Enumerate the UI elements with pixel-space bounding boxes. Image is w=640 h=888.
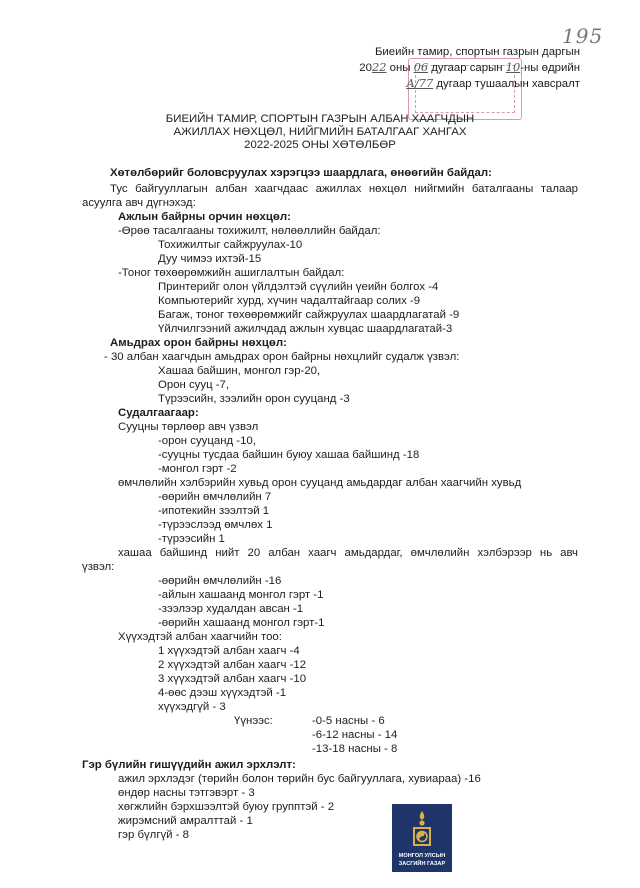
- logo-text-line-2: ЗАСГИЙН ГАЗАР: [398, 861, 446, 867]
- intro-paragraph-line-1: Тус байгууллагын албан хаагчдаас ажиллах нөхцөл нийгмийн баталгааны талаар: [110, 183, 578, 195]
- handwritten-day: 10: [505, 60, 521, 74]
- subheading-study: Судалгаагаар:: [118, 407, 199, 419]
- list-item: -айлын хашаанд монгол гэрт -1: [158, 589, 324, 601]
- header-line-1: Биеийн тамир, спортын газрын даргын: [374, 46, 580, 58]
- government-logo: [392, 804, 452, 872]
- subheading-work-environment: Ажлын байрны орчин нөхцөл:: [118, 211, 291, 223]
- logo-text-line-1: МОНГОЛ УЛСЫН: [398, 853, 446, 859]
- list-item: 1 хүүхэдтэй албан хаагч -4: [158, 645, 300, 657]
- list-item: Дуу чимээ ихтэй-15: [158, 253, 262, 265]
- list-item: 2 хүүхэдтэй албан хаагч -12: [158, 659, 307, 671]
- list-item: -өөрийн өмчлөлийн -16: [158, 575, 282, 587]
- handwritten-month: 06: [413, 60, 429, 74]
- list-item: -Тоног төхөөрөмжийн ашиглалтын байдал:: [118, 267, 345, 279]
- list-item: өндөр насны тэтгэвэрт - 3: [118, 787, 255, 799]
- header-line-3: А/77 дугаар тушаалын хавсралт: [406, 76, 580, 90]
- list-item: -түрээслээд өмчлөх 1: [158, 519, 273, 531]
- yard-paragraph-line-1: хашаа байшинд нийт 20 албан хаагч амьдардаг, өмчлөлийн хэлбэрээр нь авч: [118, 547, 578, 559]
- list-item: -өөрийн өмчлөлийн 7: [158, 491, 272, 503]
- handwritten-page-number: 195: [562, 24, 604, 48]
- list-item: -6-12 насны - 14: [312, 729, 398, 741]
- list-item: Принтерийг олон үйлдэлтэй сүүлийн үеийн болгох -4: [158, 281, 439, 293]
- list-item: ажил эрхлэдэг (төрийн болон төрийн бус байгууллага, хувиараа) -16: [118, 773, 481, 785]
- list-item: - 30 албан хаагчдын амьдрах орон байрны нөхцлийг судалж үзвэл:: [104, 351, 460, 363]
- header-line-2: 2022 оны 06 дугаар сарын 10-ны өдрийн: [359, 60, 580, 74]
- list-item: -түрээсийн 1: [158, 533, 225, 545]
- of-which-label: Үүнээс:: [234, 715, 273, 727]
- section-heading-needs: Хөтөлбөрийг боловсруулах хэрэгцээ шаардлага, өнөөгийн байдал:: [110, 167, 492, 179]
- list-item: Хашаа байшин, монгол гэр-20,: [158, 365, 321, 377]
- list-item: -өөрийн хашаанд монгол гэрт-1: [158, 617, 325, 629]
- list-item: 3 хүүхэдтэй албан хаагч -10: [158, 673, 307, 685]
- soyombo-emblem-icon: [407, 810, 437, 850]
- list-item: гэр бүлгүй - 8: [118, 829, 190, 841]
- list-item: Сууцны төрлөөр авч үзвэл: [118, 421, 259, 433]
- list-item: жирэмсний амралттай - 1: [118, 815, 253, 827]
- intro-paragraph-line-2: асуулга авч дүгнэхэд:: [82, 197, 196, 209]
- list-item: 4-өөс дээш хүүхэдтэй -1: [158, 687, 287, 699]
- list-item: Үйлчилгээний ажилчдад ажлын хувцас шаардлагатай-3: [158, 323, 453, 335]
- subheading-housing: Амьдрах орон байрны нөхцөл:: [110, 337, 287, 349]
- list-item: Орон сууц -7,: [158, 379, 230, 391]
- list-item: Хүүхэдтэй албан хаагчийн тоо:: [118, 631, 282, 643]
- handwritten-year: 22: [371, 60, 387, 74]
- document-title-line-2: АЖИЛЛАХ НӨХЦӨЛ, НИЙГМИЙН БАТАЛГААГ ХАНГАХ: [173, 126, 467, 138]
- list-item: -орон сууцанд -10,: [158, 435, 256, 447]
- document-title-line-1: БИЕИЙН ТАМИР, СПОРТЫН ГАЗРЫН АЛБАН ХААГЧДЫН: [165, 113, 475, 125]
- handwritten-order-number: А/77: [406, 76, 434, 90]
- yard-paragraph-line-2: үзвэл:: [82, 561, 115, 573]
- list-item: Багаж, тоног төхөөрөмжийг сайжруулах шаардлагатай -9: [158, 309, 460, 321]
- list-item: -13-18 насны - 8: [312, 743, 398, 755]
- list-item: Тохижилтыг сайжруулах-10: [158, 239, 303, 251]
- list-item: -0-5 насны - 6: [312, 715, 385, 727]
- list-item: өмчлөлийн хэлбэрийн хувьд орон сууцанд амьдардаг албан хаагчийн хувьд: [118, 477, 522, 489]
- list-item: хүүхэдгүй - 3: [158, 701, 226, 713]
- list-item: -зээлээр худалдан авсан -1: [158, 603, 304, 615]
- subheading-family-employment: Гэр бүлийн гишүүдийн ажил эрхлэлт:: [82, 759, 296, 771]
- list-item: Компьютерийг хурд, хүчин чадалтайгаар солих -9: [158, 295, 421, 307]
- list-item: -монгол гэрт -2: [158, 463, 237, 475]
- list-item: хөгжлийн бэрхшээлтэй буюу групптэй - 2: [118, 801, 335, 813]
- list-item: Түрээсийн, зээлийн орон сууцанд -3: [158, 393, 350, 405]
- list-item: -сууцны тусдаа байшин буюу хашаа байшинд -18: [158, 449, 420, 461]
- list-item: -Өрөө тасалгааны тохижилт, нөлөөллийн байдал:: [118, 225, 381, 237]
- document-title-line-3: 2022-2025 ОНЫ ХӨТӨЛБӨР: [244, 139, 396, 151]
- list-item: -ипотекийн зээлтэй 1: [158, 505, 270, 517]
